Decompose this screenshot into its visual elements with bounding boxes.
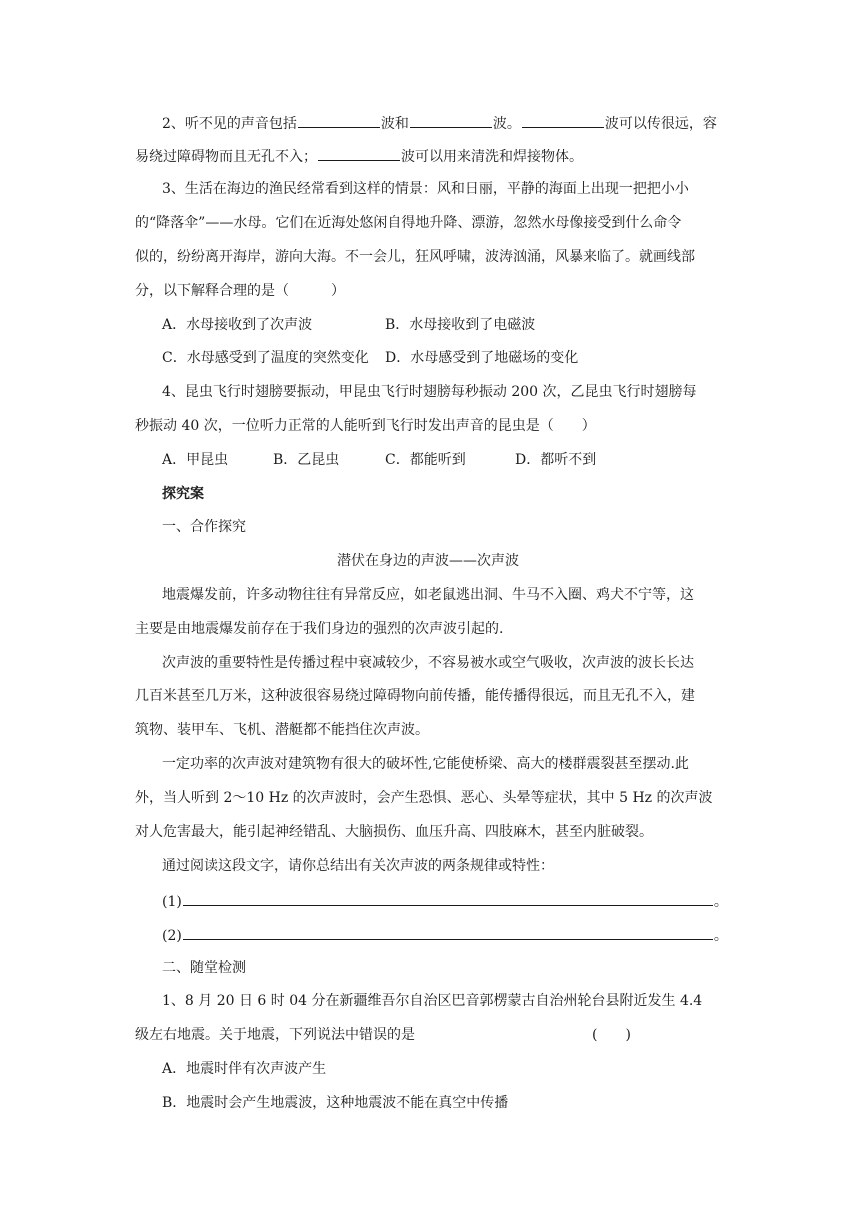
article-line: 地震爆发前，许多动物往往有异常反应，如老鼠逃出洞、牛马不入圈、鸡犬不宁等，这: [162, 587, 694, 603]
article-title: 潜伏在身边的声波——次声波: [337, 553, 519, 569]
part2-q1-line: 级左右地震。关于地震，下列说法中错误的是: [135, 1027, 415, 1043]
q4-line: 4、昆虫飞行时翅膀要振动，甲昆虫飞行时翅膀每秒振动 200 次，乙昆虫飞行时翅膀每: [162, 384, 697, 400]
q4-option-c[interactable]: C．都能听到: [385, 452, 466, 468]
q3-option-d[interactable]: D．水母感受到了地磁场的变化: [385, 350, 579, 366]
article-line: 筑物、装甲车、飞机、潜艇都不能挡住次声波。: [135, 722, 429, 738]
part2-option-b[interactable]: B．地震时会产生地震波，这种地震波不能在真空中传播: [162, 1095, 509, 1111]
answer-line-2: [162, 924, 728, 944]
q2-text: 波可以用来清洗和焊接物体。: [401, 149, 583, 165]
q2-line-1: [162, 112, 717, 132]
fill-blank[interactable]: [318, 145, 400, 161]
part1-heading: 一、合作探究: [162, 519, 246, 535]
q4-option-d[interactable]: D．都听不到: [515, 452, 597, 468]
fill-blank[interactable]: [298, 112, 380, 128]
q3-option-a[interactable]: A．水母接收到了次声波: [162, 317, 313, 333]
article-line: 主要是由地震爆发前存在于我们身边的强烈的次声波引起的.: [135, 621, 504, 637]
q3-option-b[interactable]: B．水母接收到了电磁波: [385, 317, 536, 333]
answer-blank[interactable]: [183, 924, 713, 940]
q2-text: 波。: [492, 116, 521, 132]
q2-text: 2、听不见的声音包括: [162, 116, 297, 132]
answer-paren: ( ): [592, 1027, 631, 1043]
fill-blank[interactable]: [522, 112, 604, 128]
q3-line: 似的，纷纷离开海岸，游向大海。不一会儿，狂风呼啸，波涛汹涌，风暴来临了。就画线部: [135, 249, 695, 265]
q4-option-b[interactable]: B．乙昆虫: [273, 452, 340, 468]
q2-text: 波可以传很远，容: [604, 116, 717, 132]
answer-line-1: [162, 890, 728, 910]
part2-option-a[interactable]: A．地震时伴有次声波产生: [162, 1061, 327, 1077]
article-line: 几百米甚至几万米，这种波很容易绕过障碍物向前传播，能传播得很远，而且无孔不入，建: [135, 688, 695, 704]
q3-option-c[interactable]: C．水母感受到了温度的突然变化: [162, 350, 369, 366]
answer-label: (2): [162, 928, 182, 944]
article-line: 对人危害最大，能引起神经错乱、大脑损伤、血压升高、四肢麻木，甚至内脏破裂。: [135, 824, 653, 840]
q4-line: 秒振动 40 次，一位听力正常的人能听到飞行时发出声音的昆虫是（ ）: [135, 418, 596, 434]
article-line: 一定功率的次声波对建筑物有很大的破坏性,它能使桥梁、高大的楼群震裂甚至摆动.此: [162, 756, 689, 772]
q2-text: 波和: [380, 116, 409, 132]
q3-line: 分，以下解释合理的是（ ）: [135, 283, 345, 299]
part2-heading: 二、随堂检测: [162, 960, 246, 976]
q2-line-2: [135, 145, 583, 165]
article-line: 次声波的重要特性是传播过程中衰减较少，不容易被水或空气吸收，次声波的波长长达: [162, 655, 694, 671]
period: 。: [713, 928, 728, 944]
summary-prompt: 通过阅读这段文字，请你总结出有关次声波的两条规律或特性：: [162, 858, 554, 874]
q4-option-a[interactable]: A．甲昆虫: [162, 452, 229, 468]
article-line: 外，当人听到 2～10 Hz 的次声波时，会产生恐惧、恶心、头晕等症状，其中 5 Hz 的次声波: [135, 790, 713, 806]
fill-blank[interactable]: [410, 112, 492, 128]
q3-line: 的“降落伞”——水母。它们在近海处悠闲自得地升降、漂游，忽然水母像接受到什么命令: [135, 215, 682, 231]
q2-text: 易绕过障碍物而且无孔不入；: [135, 149, 317, 165]
section-title: 探究案: [162, 486, 204, 502]
period: 。: [713, 894, 728, 910]
part2-q1-line: 1、8 月 20 日 6 时 04 分在新疆维吾尔自治区巴音郭楞蒙古自治州轮台县附近发生 4.4: [162, 993, 703, 1009]
answer-blank[interactable]: [183, 890, 713, 906]
answer-label: (1): [162, 894, 182, 910]
q3-line: 3、生活在海边的渔民经常看到这样的情景：风和日丽，平静的海面上出现一把把小小: [162, 181, 689, 197]
